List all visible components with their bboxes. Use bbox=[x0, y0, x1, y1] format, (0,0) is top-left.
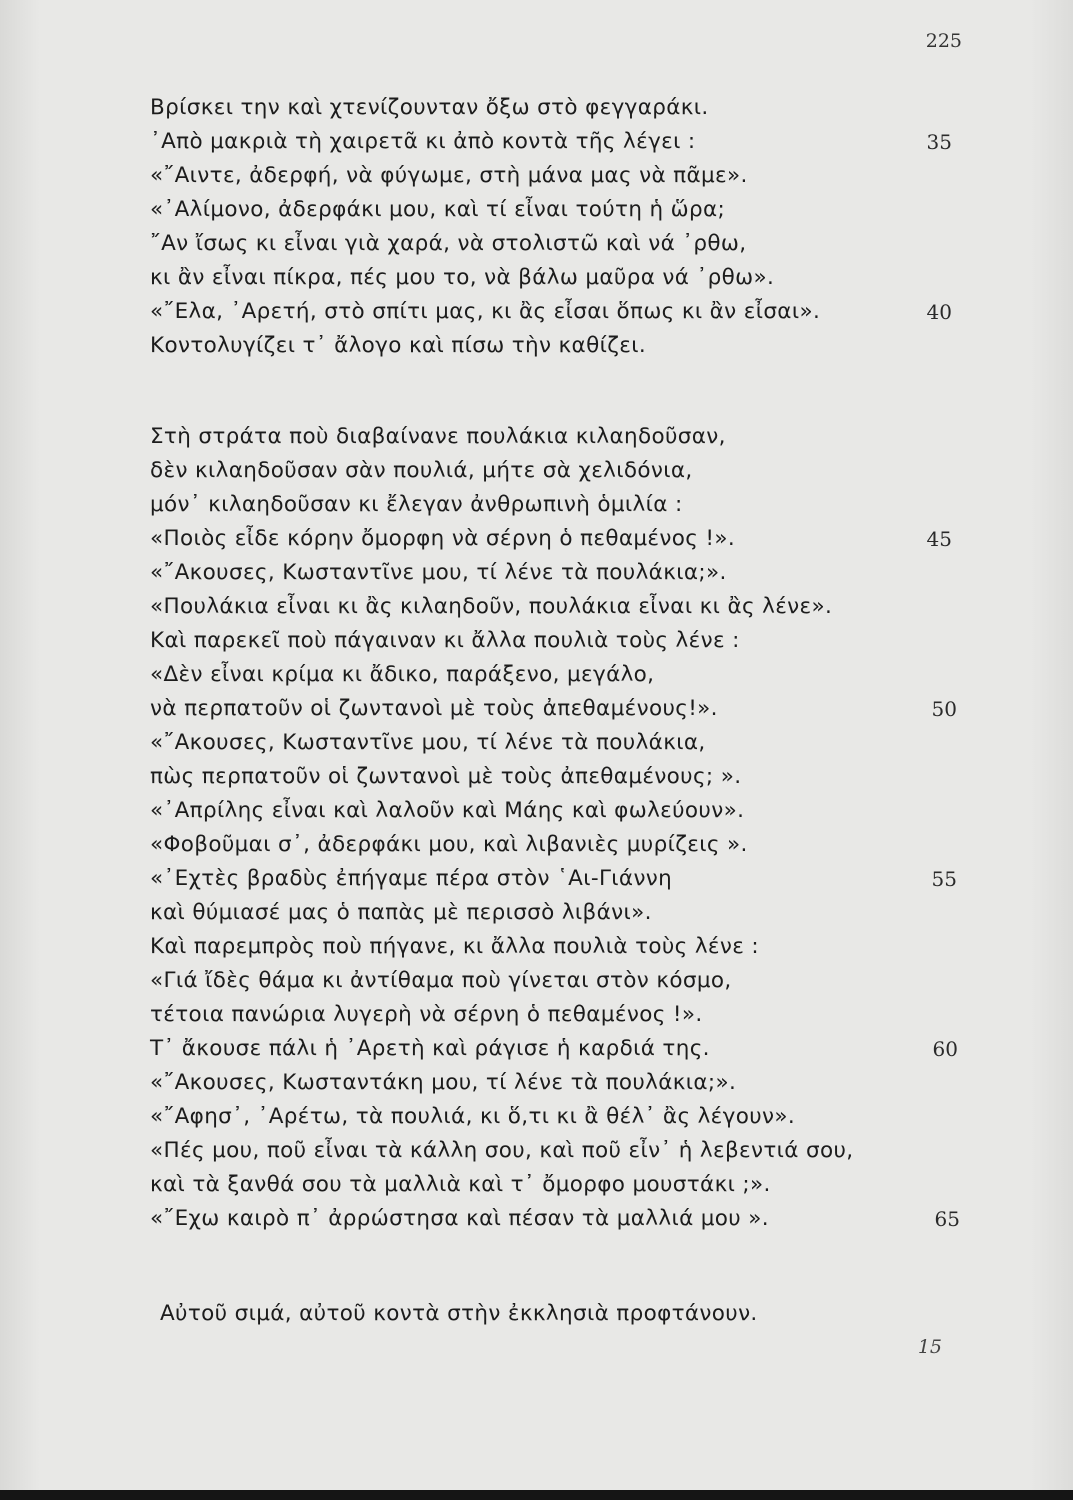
line-number: 45 bbox=[926, 527, 952, 551]
verse-line: «Δὲν εἶναι κρίμα κι ἄδικο, παράξενο, μεγάλο, bbox=[150, 662, 655, 687]
verse-line: ᾿Απὸ μακριὰ τὴ χαιρετᾶ κι ἀπὸ κοντὰ τῆς λέγει : bbox=[150, 129, 696, 154]
page-number: 225 bbox=[925, 30, 962, 52]
verse-line: μόν᾿ κιλαηδοῦσαν κι ἔλεγαν ἀνθρωπινὴ ὁμιλία : bbox=[150, 492, 683, 517]
verse-line: «Γιά ἴδὲς θάμα κι ἀντίθαμα ποὺ γίνεται στὸν κόσμο, bbox=[150, 968, 732, 993]
line-number: 60 bbox=[932, 1037, 958, 1061]
verse-line: «῎Εχω καιρὸ π᾿ ἀρρώστησα καὶ πέσαν τὰ μαλλιά μου ». bbox=[150, 1206, 769, 1231]
verse-line: Καὶ παρεκεῖ ποὺ πάγαιναν κι ἄλλα πουλιὰ τοὺς λένε : bbox=[150, 628, 740, 653]
scan-bottom-edge bbox=[0, 1490, 1073, 1500]
verse-line: «῎Ακουσες, Κωσταντῖνε μου, τί λένε τὰ πουλάκια, bbox=[150, 730, 706, 755]
verse-line: «Ποιὸς εἶδε κόρην ὄμορφη νὰ σέρνη ὁ πεθαμένος !». bbox=[150, 526, 736, 551]
verse-line: δὲν κιλαηδοῦσαν σὰν πουλιά, μήτε σὰ χελιδόνια, bbox=[150, 458, 693, 483]
verse-line: «῎Αιντε, ἀδερφή, νὰ φύγωμε, στὴ μάνα μας νὰ πᾶμε». bbox=[150, 163, 748, 188]
verse-line: Κοντολυγίζει τ᾿ ἄλογο καὶ πίσω τὴν καθίζει. bbox=[150, 333, 647, 358]
line-number: 35 bbox=[926, 130, 952, 154]
line-number: 55 bbox=[931, 867, 957, 891]
verse-line: Στὴ στράτα ποὺ διαβαίνανε πουλάκια κιλαηδοῦσαν, bbox=[150, 424, 726, 449]
verse-line: Τ᾿ ἄκουσε πάλι ἡ ᾿Αρετὴ καὶ ράγισε ἡ καρδιά της. bbox=[150, 1036, 710, 1061]
verse-line: «Φοβοῦμαι σ᾿, ἀδερφάκι μου, καὶ λιβανιὲς μυρίζεις ». bbox=[150, 832, 748, 857]
verse-line: τέτοια πανώρια λυγερὴ νὰ σέρνη ὁ πεθαμένος !». bbox=[150, 1002, 703, 1027]
verse-line: Καὶ παρεμπρὸς ποὺ πήγανε, κι ἄλλα πουλιὰ τοὺς λένε : bbox=[150, 934, 759, 959]
verse-line: «῎Ελα, ᾿Αρετή, στὸ σπίτι μας, κι ἂς εἶσαι ὅπως κι ἂν εἶσαι». bbox=[150, 299, 821, 324]
verse-line: «῎Αφησ᾿, ᾿Αρέτω, τὰ πουλιά, κι ὅ,τι κι ἂ θέλ᾿ ἂς λέγουν». bbox=[150, 1104, 796, 1129]
verse-line: ῎Αν ἴσως κι εἶναι γιὰ χαρά, νὰ στολιστῶ καὶ νά ᾿ρθω, bbox=[150, 231, 747, 256]
verse-line: Αὐτοῦ σιμά, αὐτοῦ κοντὰ στὴν ἐκκλησιὰ προφτάνουν. bbox=[160, 1301, 758, 1326]
verse-line: «᾿Απρίλης εἶναι καὶ λαλοῦν καὶ Μάης καὶ φωλεύουν». bbox=[150, 798, 745, 823]
line-number: 40 bbox=[926, 300, 952, 324]
verse-line: καὶ τὰ ξανθά σου τὰ μαλλιὰ καὶ τ᾿ ὄμορφο μουστάκι ;». bbox=[150, 1172, 771, 1197]
signature-mark: 15 bbox=[917, 1336, 942, 1358]
verse-line: «Πουλάκια εἶναι κι ἂς κιλαηδοῦν, πουλάκια εἶναι κι ἂς λένε». bbox=[150, 594, 833, 619]
line-number: 65 bbox=[934, 1207, 960, 1231]
verse-line: «῎Ακουσες, Κωσταντάκη μου, τί λένε τὰ πουλάκια;». bbox=[150, 1070, 737, 1095]
verse-line: «᾿Εχτὲς βραδὺς ἐπήγαμε πέρα στὸν ῾Αι-Γιάννη bbox=[150, 866, 673, 891]
verse-line: κι ἂν εἶναι πίκρα, πές μου το, νὰ βάλω μαῦρα νά ᾿ρθω». bbox=[150, 265, 775, 290]
verse-line: «᾿Αλίμονο, ἀδερφάκι μου, καὶ τί εἶναι τούτη ἡ ὥρα; bbox=[150, 197, 726, 222]
line-number: 50 bbox=[931, 697, 957, 721]
verse-line: Βρίσκει την καὶ χτενίζουνταν ὄξω στὸ φεγγαράκι. bbox=[150, 95, 709, 120]
verse-line: καὶ θύμιασέ μας ὁ παπὰς μὲ περισσὸ λιβάνι». bbox=[150, 900, 652, 925]
verse-line: πὼς περπατοῦν οἱ ζωντανοὶ μὲ τοὺς ἀπεθαμένους; ». bbox=[150, 764, 742, 789]
verse-line: νὰ περπατοῦν οἱ ζωντανοὶ μὲ τοὺς ἀπεθαμένους!». bbox=[150, 696, 718, 721]
verse-line: «῎Ακουσες, Κωσταντῖνε μου, τί λένε τὰ πουλάκια;». bbox=[150, 560, 727, 585]
verse-line: «Πές μου, ποῦ εἶναι τὰ κάλλη σου, καὶ ποῦ εἶν᾿ ἡ λεβεντιά σου, bbox=[150, 1138, 854, 1163]
